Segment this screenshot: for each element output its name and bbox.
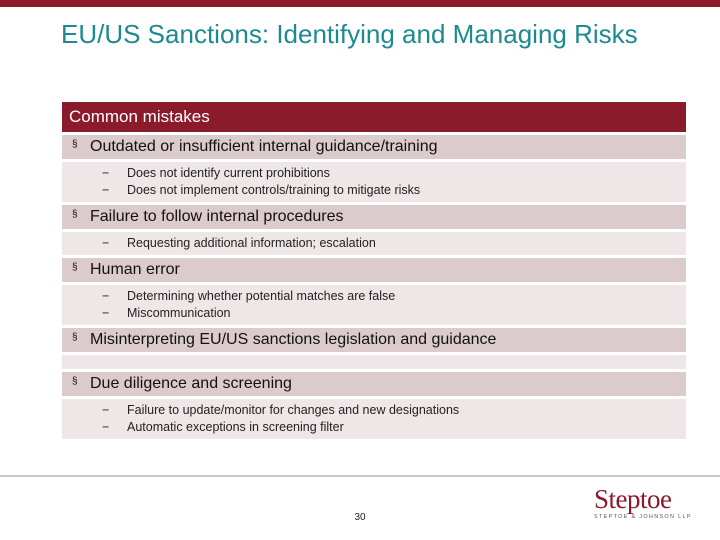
list-item bbox=[102, 419, 686, 436]
bullet-icon: § bbox=[72, 332, 78, 343]
list-item-text: Determining whether potential matches are false bbox=[127, 289, 396, 303]
mistakes-table bbox=[62, 102, 686, 439]
list-item bbox=[102, 305, 686, 322]
footer-divider bbox=[0, 475, 720, 477]
list-item-text: Does not implement controls/training to mitigate risks bbox=[127, 183, 421, 197]
section-items-row bbox=[62, 399, 686, 439]
page-number: 30 bbox=[354, 512, 366, 523]
bullet-icon: § bbox=[72, 376, 78, 387]
bullet-icon: § bbox=[72, 209, 78, 220]
section-heading-row bbox=[62, 372, 686, 396]
logo-tagline: STEPTOE & JOHNSON LLP bbox=[594, 514, 692, 520]
top-accent-bar bbox=[0, 0, 720, 7]
bullet-icon: § bbox=[72, 139, 78, 150]
dash-icon: − bbox=[102, 403, 110, 417]
dash-icon: − bbox=[102, 420, 110, 434]
list-item-text: Does not identify current prohibitions bbox=[127, 166, 330, 180]
section-heading-row bbox=[62, 258, 686, 282]
list-item-text: Requesting additional information; escalation bbox=[127, 236, 376, 250]
table-header: Common mistakes bbox=[62, 102, 686, 132]
list-item-text: Automatic exceptions in screening filter bbox=[127, 420, 344, 434]
slide-title: EU/US Sanctions: Identifying and Managing Risks bbox=[61, 19, 638, 49]
section-heading: Due diligence and screening bbox=[90, 375, 292, 393]
dash-icon: − bbox=[102, 183, 110, 197]
logo-wordmark: Steptoe bbox=[594, 484, 672, 514]
section-items-row bbox=[62, 285, 686, 325]
list-item bbox=[102, 235, 686, 252]
list-item bbox=[102, 165, 686, 182]
section-heading-row bbox=[62, 328, 686, 352]
section-items-row bbox=[62, 232, 686, 255]
section-heading: Misinterpreting EU/US sanctions legislation and guidance bbox=[90, 331, 497, 349]
section-heading-row bbox=[62, 205, 686, 229]
bullet-icon: § bbox=[72, 262, 78, 273]
section-items-row-empty bbox=[62, 355, 686, 369]
section-heading-row bbox=[62, 135, 686, 159]
list-item bbox=[102, 182, 686, 199]
steptoe-logo bbox=[594, 484, 704, 520]
list-item bbox=[102, 288, 686, 305]
list-item-text: Failure to update/monitor for changes and new designations bbox=[127, 403, 460, 417]
section-heading: Human error bbox=[90, 261, 180, 279]
dash-icon: − bbox=[102, 166, 110, 180]
list-item-text: Miscommunication bbox=[127, 306, 231, 320]
section-items-row bbox=[62, 162, 686, 202]
dash-icon: − bbox=[102, 236, 110, 250]
list-item bbox=[102, 402, 686, 419]
dash-icon: − bbox=[102, 289, 110, 303]
dash-icon: − bbox=[102, 306, 110, 320]
section-heading: Failure to follow internal procedures bbox=[90, 208, 344, 226]
section-heading: Outdated or insufficient internal guidance/training bbox=[90, 138, 438, 156]
